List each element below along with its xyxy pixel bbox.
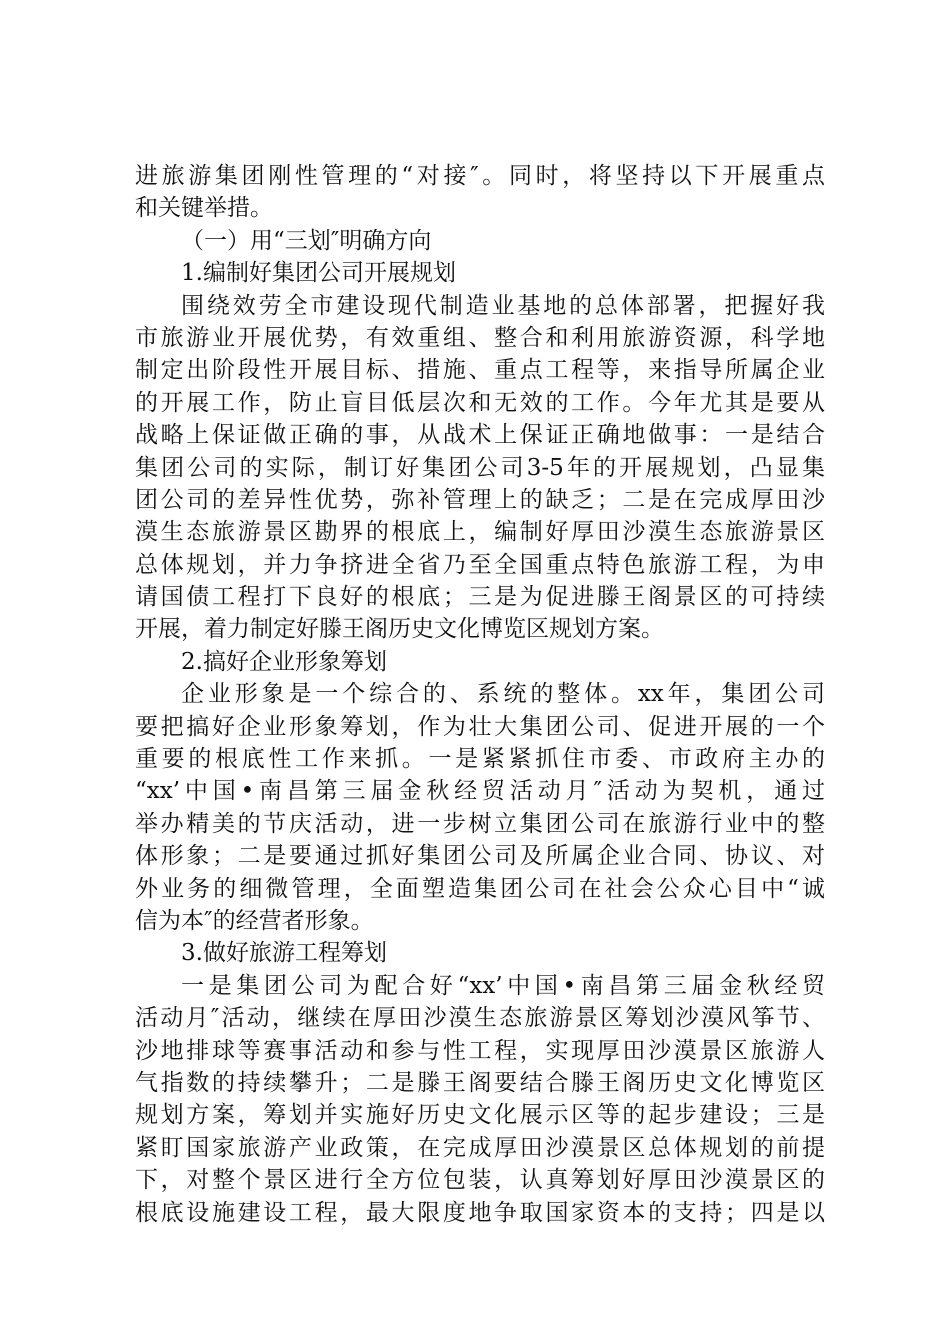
- text-line: 集团公司的实际，制订好集团公司3-5年的开展规划，凸显集: [135, 454, 825, 481]
- text-line: 总体规划，并力争挤进全省乃至全国重点特色旅游工程，为申: [135, 551, 825, 578]
- text-line: 要把搞好企业形象筹划，作为壮大集团公司、促进开展的一个: [135, 713, 825, 740]
- text-line: 下，对整个景区进行全方位包装，认真筹划好厚田沙漠景区的: [135, 1167, 825, 1194]
- text-line: 和关键举措。: [135, 195, 273, 222]
- text-line: （一）用“三划″明确方向: [181, 227, 432, 254]
- text-line: 漠生态旅游景区勘界的根底上，编制好厚田沙漠生态旅游景区: [135, 519, 825, 546]
- text-line: 气指数的持续攀升；二是滕王阁要结合滕王阁历史文化博览区: [135, 1069, 825, 1096]
- text-line: 市旅游业开展优势，有效重组、整合和利用旅游资源，科学地: [135, 324, 825, 351]
- text-line: “xx’中国•南昌第三届金秋经贸活动月″活动为契机，通过: [135, 778, 825, 805]
- text-line: 活动月″活动，继续在厚田沙漠生态旅游景区筹划沙漠风筝节、: [135, 1005, 825, 1032]
- text-line: 制定出阶段性开展目标、措施、重点工程等，来指导所属企业: [135, 357, 825, 384]
- document-body: [135, 160, 825, 1229]
- text-line: 围绕效劳全市建设现代制造业基地的总体部署，把握好我: [181, 292, 825, 319]
- text-line: 请国债工程打下良好的根底；三是为促进滕王阁景区的可持续: [135, 584, 825, 611]
- text-line: 外业务的细微管理，全面塑造集团公司在社会公众心目中“诚: [135, 875, 825, 902]
- text-line: 规划方案，筹划并实施好历史文化展示区等的起步建设；三是: [135, 1102, 825, 1129]
- text-line: 2.搞好企业形象筹划: [181, 648, 387, 675]
- text-line: 企业形象是一个综合的、系统的整体。xx年，集团公司: [181, 681, 825, 708]
- text-line: 举办精美的节庆活动，进一步树立集团公司在旅游行业中的整: [135, 810, 825, 837]
- text-line: 3.做好旅游工程筹划: [181, 940, 387, 967]
- text-line: 信为本″的经营者形象。: [135, 907, 374, 934]
- text-line: 的开展工作，防止盲目低层次和无效的工作。今年尤其是要从: [135, 389, 825, 416]
- text-line: 战略上保证做正确的事，从战术上保证正确地做事：一是结合: [135, 422, 825, 449]
- text-line: 体形象；二是要通过抓好集团公司及所属企业合同、协议、对: [135, 843, 825, 870]
- text-line: 进旅游集团刚性管理的“对接″。同时，将坚持以下开展重点: [135, 163, 825, 189]
- text-line: 1.编制好集团公司开展规划: [181, 260, 456, 287]
- text-line: 开展，着力制定好滕王阁历史文化博览区规划方案。: [135, 616, 664, 643]
- text-line: 紧盯国家旅游产业政策，在完成厚田沙漠景区总体规划的前提: [135, 1134, 825, 1161]
- text-line: 重要的根底性工作来抓。一是紧紧抓住市委、市政府主办的: [135, 746, 825, 773]
- text-line: 沙地排球等赛事活动和参与性工程，实现厚田沙漠景区旅游人: [135, 1037, 825, 1064]
- text-line: 根底设施建设工程，最大限度地争取国家资本的支持；四是以: [135, 1199, 825, 1226]
- text-line: 团公司的差异性优势，弥补管理上的缺乏；二是在完成厚田沙: [135, 486, 825, 513]
- text-line: 一是集团公司为配合好“xx’中国•南昌第三届金秋经贸: [181, 972, 825, 999]
